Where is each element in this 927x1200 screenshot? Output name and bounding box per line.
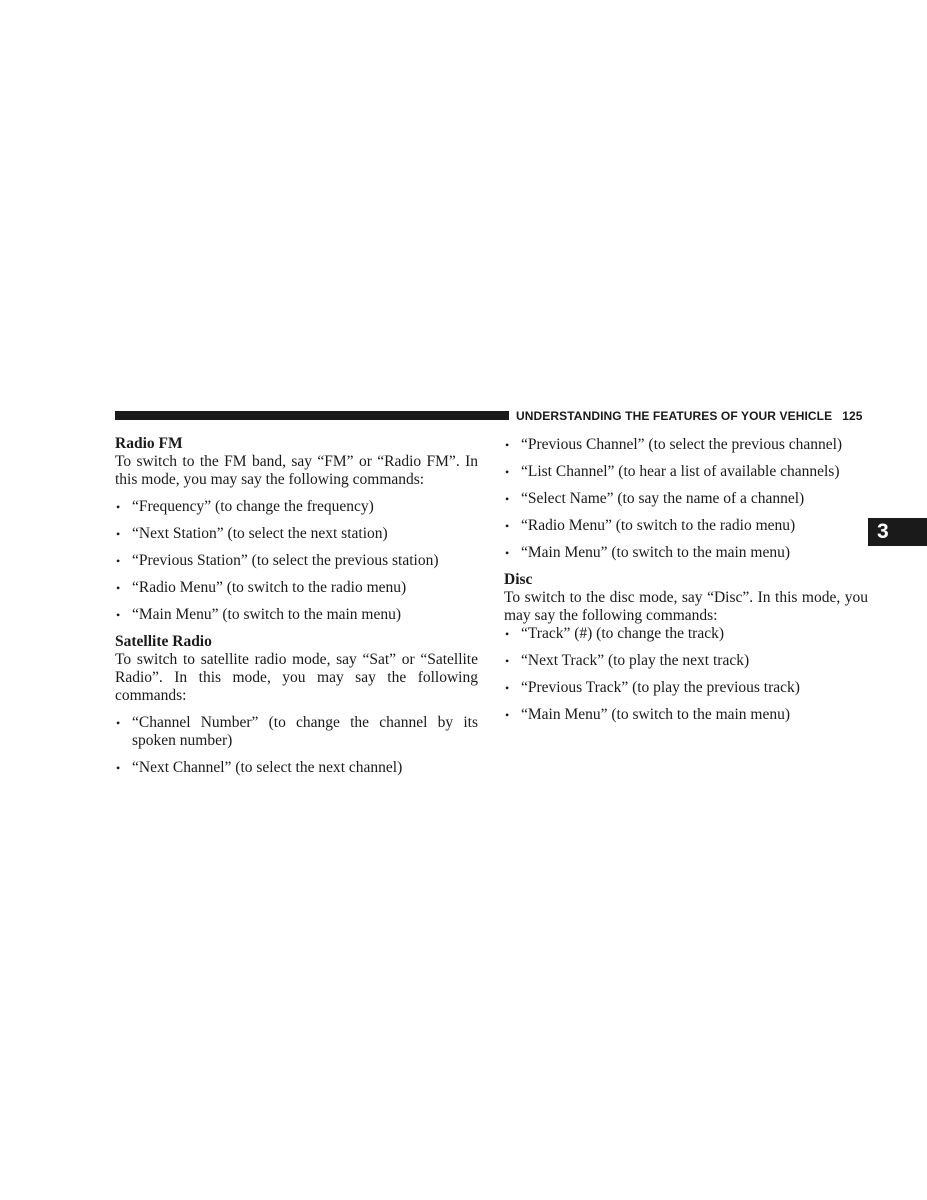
command-list — [115, 498, 478, 624]
list-item-text: “Next Station” (to select the next station) — [132, 525, 388, 542]
section-intro: To switch to satellite radio mode, say “Sat” or “Satellite Radio”. In this mode, you may say the following commands: — [115, 651, 478, 704]
list-item — [504, 463, 868, 481]
list-item — [504, 652, 868, 670]
bullet-icon: • — [505, 465, 510, 479]
list-item — [504, 436, 868, 454]
section-radio-fm — [115, 435, 478, 624]
bullet-icon: • — [116, 554, 121, 568]
bullet-icon: • — [116, 716, 121, 730]
list-item-text: “Previous Track” (to play the previous track) — [521, 679, 800, 696]
list-item-text: “Next Channel” (to select the next channel) — [132, 759, 403, 776]
section-satellite-radio — [115, 633, 478, 777]
list-item — [115, 606, 478, 624]
left-column — [115, 435, 478, 777]
bullet-icon: • — [505, 708, 510, 722]
running-header — [516, 408, 868, 424]
section-heading: Disc — [504, 571, 533, 588]
section-satellite-radio-continued — [504, 436, 868, 562]
command-list — [115, 714, 478, 777]
bullet-icon: • — [505, 546, 510, 560]
section-intro: To switch to the FM band, say “FM” or “Radio FM”. In this mode, you may say the following commands: — [115, 453, 478, 488]
list-item-text: “Main Menu” (to switch to the main menu) — [521, 706, 791, 723]
list-item — [115, 525, 478, 543]
list-item-text: “Main Menu” (to switch to the main menu) — [132, 606, 402, 623]
right-column — [504, 436, 868, 724]
bullet-icon: • — [505, 654, 510, 668]
bullet-icon: • — [505, 681, 510, 695]
section-intro: To switch to the disc mode, say “Disc”. In this mode, you may say the following commands: — [504, 589, 868, 624]
list-item — [115, 579, 478, 597]
page-number: 125 — [842, 409, 863, 423]
header-rule — [115, 411, 509, 420]
bullet-icon: • — [116, 581, 121, 595]
list-item — [115, 759, 478, 777]
list-item — [115, 498, 478, 516]
bullet-icon: • — [116, 527, 121, 541]
command-list — [504, 625, 868, 724]
section-heading: Radio FM — [115, 435, 183, 452]
command-list — [504, 436, 868, 562]
list-item — [504, 544, 868, 562]
list-item — [504, 490, 868, 508]
list-item-text: “Previous Station” (to select the previous station) — [132, 552, 439, 569]
bullet-icon: • — [116, 761, 121, 775]
list-item-text: “Frequency” (to change the frequency) — [132, 498, 374, 515]
list-item — [115, 552, 478, 570]
list-item-text: “Select Name” (to say the name of a channel) — [521, 490, 805, 507]
list-item-text: “Next Track” (to play the next track) — [521, 652, 750, 669]
list-item-text: “Radio Menu” (to switch to the radio menu) — [132, 579, 407, 596]
list-item-text: “List Channel” (to hear a list of available channels) — [521, 463, 840, 480]
list-item-text: “Previous Channel” (to select the previous channel) — [521, 436, 843, 453]
bullet-icon: • — [116, 608, 121, 622]
list-item-text: “Track” (#) (to change the track) — [521, 625, 724, 642]
chapter-tab: 3 — [868, 518, 927, 546]
section-heading: Satellite Radio — [115, 633, 212, 650]
list-item — [504, 679, 868, 697]
list-item — [504, 625, 868, 643]
list-item-text: “Main Menu” (to switch to the main menu) — [521, 544, 791, 561]
bullet-icon: • — [505, 438, 510, 452]
bullet-icon: • — [505, 519, 510, 533]
list-item — [115, 714, 478, 750]
list-item-text: “Radio Menu” (to switch to the radio menu) — [521, 517, 796, 534]
bullet-icon: • — [116, 500, 121, 514]
list-item — [504, 517, 868, 535]
bullet-icon: • — [505, 627, 510, 641]
bullet-icon: • — [505, 492, 510, 506]
header-title: UNDERSTANDING THE FEATURES OF YOUR VEHICLE — [516, 409, 833, 423]
section-disc — [504, 571, 868, 724]
list-item — [504, 706, 868, 724]
list-item-text: “Channel Number” (to change the channel by its spoken number) — [132, 714, 478, 749]
